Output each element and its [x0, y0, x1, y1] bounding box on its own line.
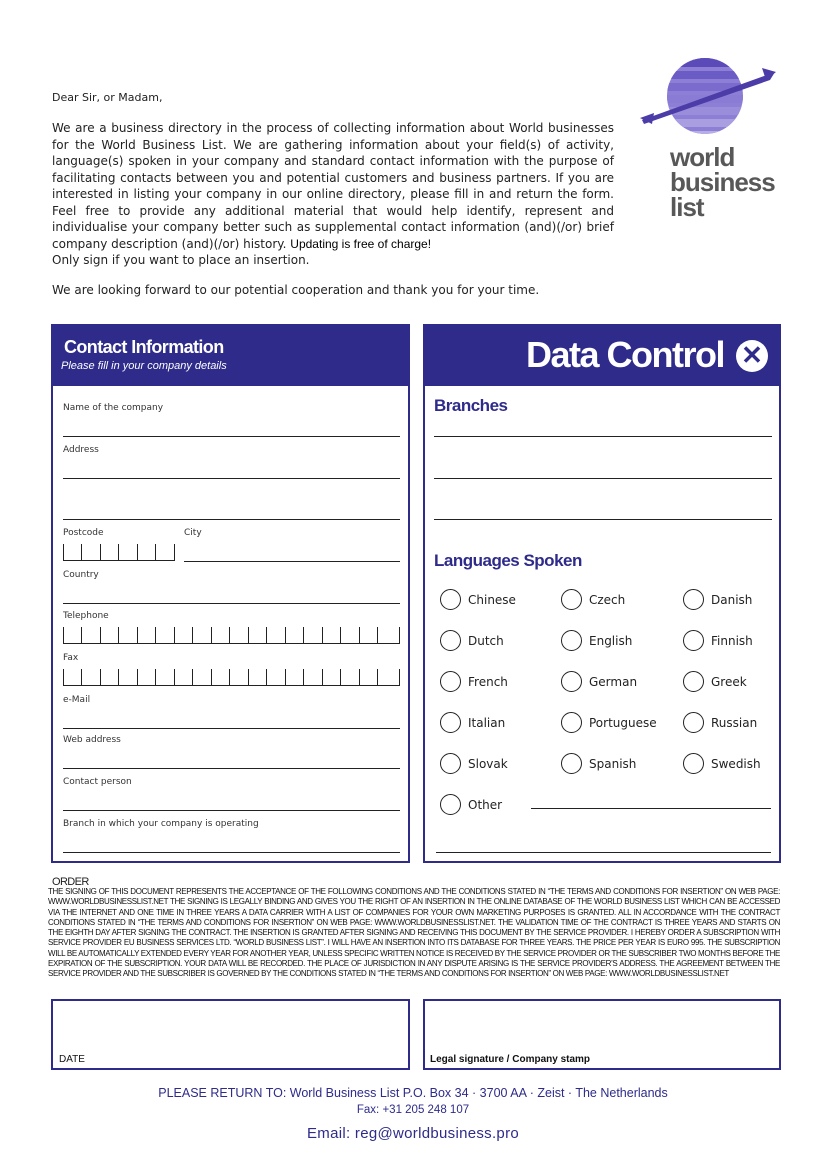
- branches-title: Branches: [434, 396, 508, 415]
- contact-header: [53, 326, 408, 386]
- contact-subtitle: Please fill in your company details: [61, 360, 227, 372]
- address-field-line-1[interactable]: [63, 478, 400, 479]
- postcode-label: Postcode: [63, 528, 104, 538]
- intro-text: We are a business directory in the process of collecting information about World businesses for the World Business List. We are gathering information about your field(s) of activity, language(s) spoken in your company and standard contact information with the purpose of facilitating contacts between you and potential customers and business partners. If you are interested in listing your company in our online directory, please fill in and return the form. Feel free to provide any additional material that would help identify, represent and individualise your company better such as supplemental contact information (and)(/or) brief company description (and)(/or) history.: [52, 121, 614, 251]
- radio-circle[interactable]: [561, 753, 582, 774]
- radio-circle[interactable]: [683, 712, 704, 733]
- language-label: German: [589, 675, 638, 689]
- branches-line-1[interactable]: [434, 436, 772, 437]
- email-field[interactable]: [63, 728, 400, 729]
- language-label: Slovak: [468, 757, 508, 771]
- language-label: Chinese: [468, 593, 516, 607]
- telephone-field[interactable]: [63, 628, 400, 644]
- address-field-line-2[interactable]: [63, 519, 400, 520]
- language-label: Czech: [589, 593, 626, 607]
- branch-field[interactable]: [63, 852, 400, 853]
- date-box[interactable]: [51, 999, 410, 1070]
- radio-circle[interactable]: [440, 712, 461, 733]
- contact-email: Email: reg@worldbusiness.pro: [306, 1125, 520, 1142]
- branches-line-3[interactable]: [434, 519, 772, 520]
- radio-circle[interactable]: [683, 630, 704, 651]
- order-title: ORDER: [52, 876, 89, 888]
- language-label: French: [468, 675, 508, 689]
- company-name-label: Name of the company: [63, 403, 164, 413]
- language-label: Finnish: [711, 634, 753, 648]
- country-field[interactable]: [63, 603, 400, 604]
- branches-line-2[interactable]: [434, 478, 772, 479]
- date-label: DATE: [59, 1054, 85, 1065]
- radio-circle[interactable]: [683, 589, 704, 610]
- logo-line-1: world: [670, 142, 735, 172]
- data-control-header: [425, 326, 779, 386]
- intro-last: Only sign if you want to place an insertion.: [52, 253, 310, 267]
- signature-stamp-box[interactable]: [423, 999, 781, 1070]
- fax-number: Fax: +31 205 248 107: [356, 1104, 470, 1116]
- contact-person-label: Contact person: [63, 777, 132, 787]
- language-label: Danish: [711, 593, 753, 607]
- x-circle-icon: ✕: [736, 340, 768, 372]
- letter-closing: We are looking forward to our potential cooperation and thank you for your time.: [52, 283, 540, 297]
- language-label: Swedish: [711, 757, 761, 771]
- radio-circle[interactable]: [561, 671, 582, 692]
- radio-circle[interactable]: [440, 671, 461, 692]
- data-control-panel: [423, 324, 781, 863]
- language-label: Dutch: [468, 634, 504, 648]
- language-label: Greek: [711, 675, 747, 689]
- web-address-label: Web address: [63, 735, 121, 745]
- language-label: Portuguese: [589, 716, 657, 730]
- fax-field[interactable]: [63, 670, 400, 686]
- contact-information-panel: [51, 324, 410, 863]
- radio-circle[interactable]: [440, 753, 461, 774]
- radio-circle[interactable]: [561, 712, 582, 733]
- letter-intro: [52, 120, 614, 269]
- radio-circle[interactable]: [683, 671, 704, 692]
- language-label: Other: [468, 798, 503, 812]
- intro-highlight: Updating is free of charge!: [290, 236, 432, 251]
- postcode-field[interactable]: [63, 545, 175, 561]
- logo-wordmark: [670, 142, 775, 222]
- branch-label: Branch in which your company is operating: [63, 819, 259, 829]
- radio-circle[interactable]: [561, 630, 582, 651]
- logo-line-3: list: [670, 192, 704, 222]
- language-label: Spanish: [589, 757, 637, 771]
- radio-circle[interactable]: [561, 589, 582, 610]
- radio-circle[interactable]: [440, 630, 461, 651]
- signature-stamp-label: Legal signature / Company stamp: [430, 1054, 591, 1065]
- data-control-title: Data Control: [526, 334, 724, 375]
- letter-greeting: Dear Sir, or Madam,: [52, 91, 163, 104]
- language-label: Russian: [711, 716, 758, 730]
- return-address: PLEASE RETURN TO: World Business List P.O. Box 34 · 3700 AA · Zeist · The Netherlands: [158, 1086, 668, 1100]
- radio-circle[interactable]: [683, 753, 704, 774]
- language-label: Italian: [468, 716, 506, 730]
- contact-person-field[interactable]: [63, 810, 400, 811]
- fax-label: Fax: [63, 653, 79, 663]
- contact-title: Contact Information: [64, 337, 224, 357]
- city-label: City: [184, 528, 202, 538]
- telephone-label: Telephone: [63, 611, 109, 621]
- country-label: Country: [63, 570, 99, 580]
- web-address-field[interactable]: [63, 768, 400, 769]
- languages-title: Languages Spoken: [434, 551, 582, 570]
- logo-line-2: business: [670, 167, 775, 197]
- radio-circle[interactable]: [440, 794, 461, 815]
- company-name-field[interactable]: [63, 436, 400, 437]
- language-label: English: [589, 634, 633, 648]
- email-label: e-Mail: [63, 695, 91, 705]
- other-language-field[interactable]: [531, 808, 771, 809]
- order-terms-text: THE SIGNING OF THIS DOCUMENT REPRESENTS THE ACCEPTANCE OF THE FOLLOWING CONDITIONS AND THE CONDITIONS STATED IN “THE TERMS AND CONDITIONS FOR INSERTION” ON WEB PAGE: WWW.WORLDBUSINESSLIST.NET THE SIGNING IS LEGALLY BINDING AND GIVES YOU THE RIGHT OF AN INSERTION IN THE ONLINE DATABASE OF THE WORLD BUSINESS LIST WHICH CAN BE ACCESSED VIA THE INTERNET AND ONE TIME IN THREE YEARS A DATA CARRIER WITH A LIST OF COMPANIES FOR YOUR OWN MARKETING PURPOSES IS GRANTED. ALL IN ACCORDANCE WITH THE CONTRACT CONDITIONS STATED IN “THE TERMS AND CONDITIONS FOR INSERTION” ON WEB PAGE: WWW.WORLDBUSINESSLIST.NET. THE VALIDATION TIME OF THE CONTRACT IS THREE YEARS AND STARTS ON THE EIGHTH DAY AFTER SIGNING THE CONTRACT. THE INSERTION IS GRANTED AFTER SIGNING AND RECEIVING THIS DOCUMENT BY THE SERVICE PROVIDER. I HEREBY ORDER A SUBSCRIPTION WITH SERVICE PROVIDER EU BUSINESS SERVICES LTD. “WORLD BUSINESS LIST”. I WILL HAVE AN INSERTION INTO ITS DATABASE FOR THREE YEARS. THE PRICE PER YEAR IS EURO 995. THE SUBSCRIPTION WILL BE AUTOMATICALLY EXTENDED EVERY YEAR FOR ANOTHER YEAR, UNLESS SPECIFIC WRITTEN NOTICE IS RECEIVED BY THE SERVICE PROVIDER OR THE SUBSCRIBER TWO MONTHS BEFORE THE EXPIRATION OF THE SUBSCRIPTION. YOUR DATA WILL BE RECORDED. THE PLACE OF JURISDICTION IN ANY DISPUTE ARISING IS THE SERVICE PROVIDER’S ADDRESS. THE AGREEMENT BETWEEN THE SERVICE PROVIDER AND THE SUBSCRIBER IS GOVERNED BY THE CONDITIONS STATED IN “THE TERMS AND CONDITIONS FOR INSERTION” ON WEB PAGE: WWW.WORLDBUSINESSLIST.NET: [48, 887, 780, 979]
- city-field[interactable]: [184, 561, 400, 562]
- address-label: Address: [63, 445, 99, 455]
- radio-circle[interactable]: [440, 589, 461, 610]
- languages-bottom-line[interactable]: [436, 852, 771, 853]
